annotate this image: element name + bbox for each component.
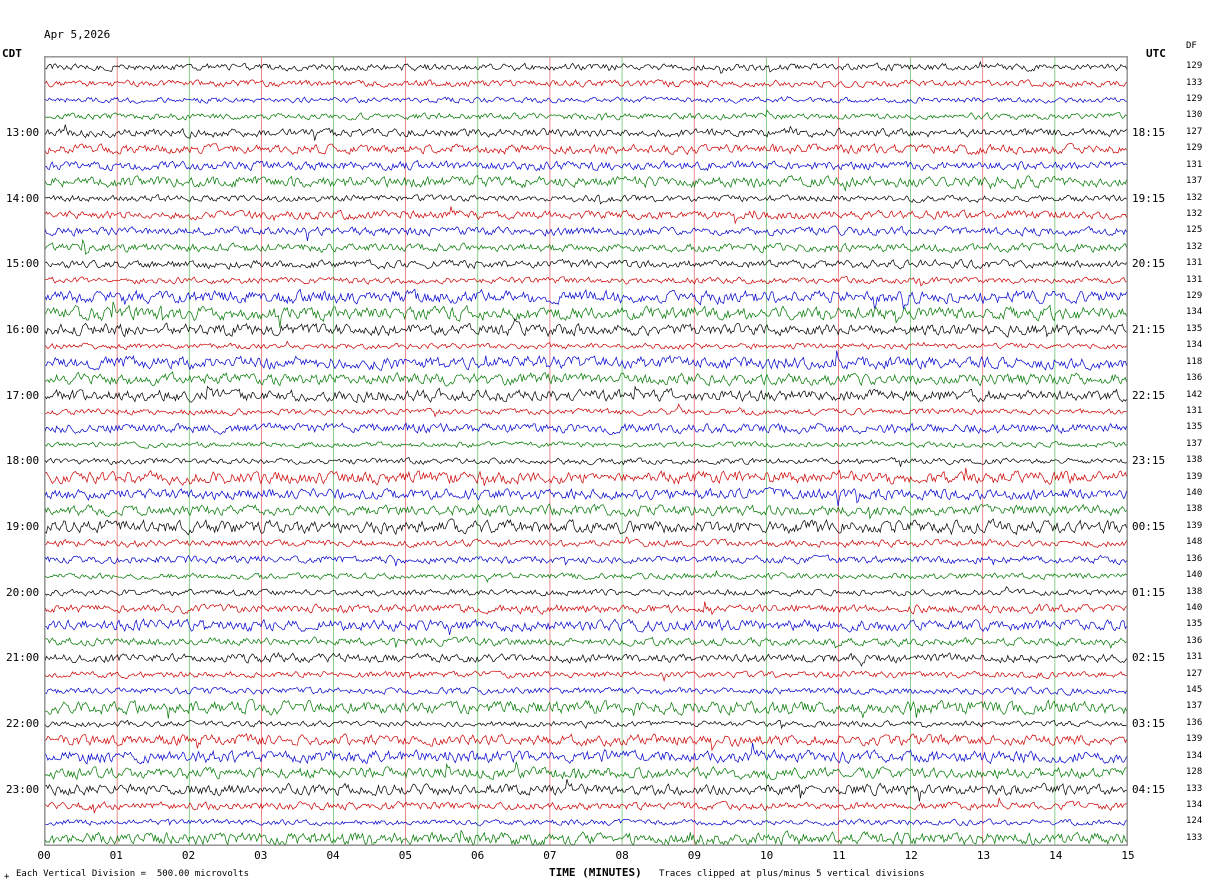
right-time-tick: 03:15 <box>1132 716 1166 730</box>
right-time-tick: 23:15 <box>1132 454 1166 468</box>
df-value: 135 <box>1186 323 1203 334</box>
df-value: 140 <box>1186 488 1203 498</box>
x-tick-08: 08 <box>615 849 629 862</box>
right-time-tick: 01:15 <box>1132 585 1166 599</box>
left-time-tick: 23:00 <box>6 782 40 796</box>
x-tick-13: 13 <box>976 849 991 862</box>
df-value: 140 <box>1186 570 1203 581</box>
df-value: 131 <box>1186 258 1203 269</box>
x-tick-12: 12 <box>904 849 918 862</box>
right-axis-label: UTC <box>1146 47 1166 60</box>
df-value: 132 <box>1186 192 1203 203</box>
df-value: 131 <box>1186 159 1203 170</box>
df-value: 124 <box>1186 816 1203 827</box>
footer-tickmark: + <box>4 872 10 882</box>
df-value: 131 <box>1186 405 1203 416</box>
df-value: 131 <box>1186 274 1203 285</box>
right-time-tick: 02:15 <box>1132 651 1166 665</box>
x-tick-05: 05 <box>398 849 412 862</box>
df-value: 136 <box>1186 717 1203 728</box>
right-time-tick: 20:15 <box>1132 257 1166 271</box>
df-value: 136 <box>1186 553 1203 564</box>
x-tick-06: 06 <box>470 849 485 862</box>
helicorder-plot <box>44 56 1128 846</box>
df-value: 131 <box>1186 652 1203 663</box>
df-value: 134 <box>1186 340 1203 351</box>
left-axis-label: CDT <box>2 47 22 60</box>
df-value: 129 <box>1186 94 1203 104</box>
footer-scale-note: Each Vertical Division = 500.00 microvolts <box>16 869 249 879</box>
df-value: 134 <box>1186 799 1203 810</box>
left-time-tick: 15:00 <box>6 257 40 271</box>
df-value: 139 <box>1186 734 1203 745</box>
x-tick-14: 14 <box>1049 849 1063 862</box>
x-tick-10: 10 <box>760 849 774 862</box>
x-tick-07: 07 <box>543 849 557 862</box>
left-time-tick: 18:00 <box>6 454 40 468</box>
df-value: 137 <box>1186 701 1203 712</box>
df-value: 129 <box>1186 143 1203 154</box>
df-value: 137 <box>1186 176 1203 187</box>
df-value: 135 <box>1186 422 1203 433</box>
df-value: 127 <box>1186 668 1203 679</box>
right-time-tick: 18:15 <box>1132 125 1166 139</box>
df-value: 129 <box>1186 291 1203 301</box>
left-time-tick: 21:00 <box>6 651 40 665</box>
left-time-tick: 20:00 <box>6 585 40 599</box>
df-value: 138 <box>1186 586 1203 597</box>
df-value: 139 <box>1186 471 1203 482</box>
df-value: 133 <box>1186 77 1203 88</box>
df-value: 138 <box>1186 504 1203 515</box>
df-value: 128 <box>1186 767 1203 778</box>
right-time-tick: 00:15 <box>1132 519 1166 533</box>
x-tick-02: 02 <box>181 849 196 862</box>
df-value: 127 <box>1186 126 1203 137</box>
footer-clip-note: Traces clipped at plus/minus 5 vertical divisions <box>659 869 925 879</box>
df-value: 138 <box>1186 455 1203 466</box>
df-value: 133 <box>1186 783 1203 794</box>
right-time-tick: 04:15 <box>1132 782 1166 796</box>
df-value: 136 <box>1186 373 1203 384</box>
df-value: 139 <box>1186 520 1203 531</box>
df-value: 118 <box>1186 356 1203 367</box>
df-value: 125 <box>1186 225 1203 236</box>
x-tick-09: 09 <box>687 849 702 862</box>
x-tick-01: 01 <box>109 849 123 862</box>
df-value: 129 <box>1186 61 1203 72</box>
x-axis-title: TIME (MINUTES) <box>549 866 642 879</box>
left-time-tick: 17:00 <box>6 388 40 402</box>
left-time-tick: 16:00 <box>6 322 40 336</box>
x-tick-00: 00 <box>37 849 51 862</box>
x-tick-15: 15 <box>1121 849 1135 862</box>
left-time-tick: 13:00 <box>6 125 40 139</box>
header-date: Apr 5,2026 <box>44 28 111 41</box>
x-axis-tick-labels <box>0 849 1210 863</box>
df-value: 135 <box>1186 619 1203 630</box>
x-tick-03: 03 <box>254 849 268 862</box>
helicorder-svg <box>45 57 1127 845</box>
left-time-tick: 22:00 <box>6 716 40 730</box>
df-axis-label: DF <box>1186 41 1197 51</box>
right-time-tick: 19:15 <box>1132 191 1166 205</box>
x-tick-04: 04 <box>326 849 340 862</box>
df-value: 134 <box>1186 307 1203 318</box>
right-time-tick: 22:15 <box>1132 388 1166 402</box>
df-value: 148 <box>1186 537 1203 548</box>
df-value: 132 <box>1186 241 1203 252</box>
df-value: 142 <box>1186 389 1203 400</box>
x-tick-11: 11 <box>832 849 846 862</box>
df-value: 140 <box>1186 602 1203 613</box>
df-value: 137 <box>1186 438 1203 449</box>
df-value: 130 <box>1186 110 1203 121</box>
df-value: 132 <box>1186 208 1203 219</box>
left-time-tick: 14:00 <box>6 191 40 205</box>
right-time-tick: 21:15 <box>1132 322 1166 336</box>
df-value: 136 <box>1186 635 1203 646</box>
df-value: 134 <box>1186 750 1203 761</box>
left-time-tick: 19:00 <box>6 519 40 533</box>
df-value: 145 <box>1186 685 1203 695</box>
df-value: 133 <box>1186 832 1203 843</box>
